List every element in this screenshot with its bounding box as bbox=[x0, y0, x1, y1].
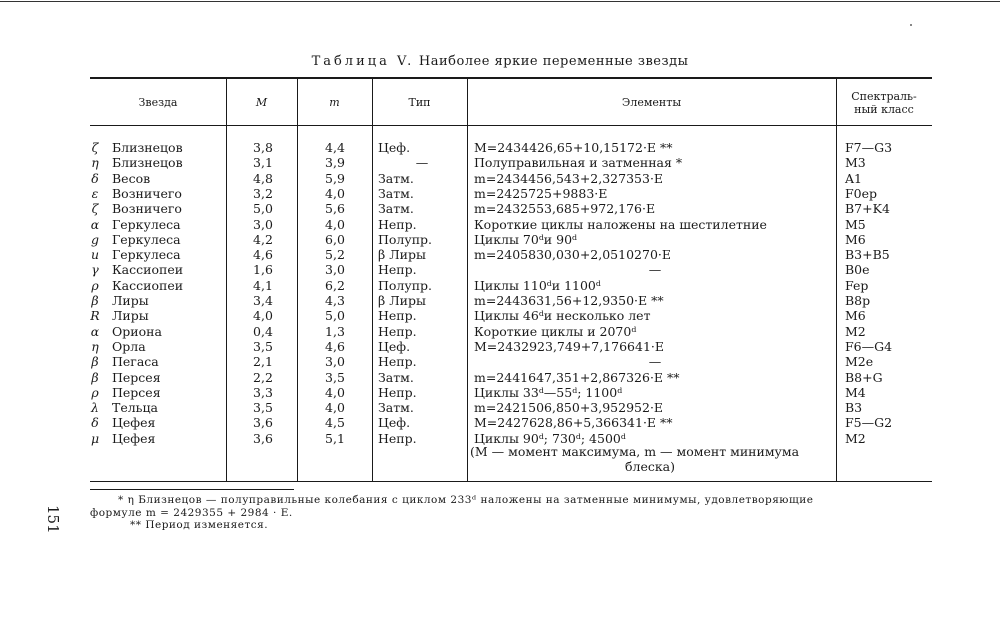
star-constellation: Возничего bbox=[112, 185, 182, 201]
min-magnitude: 4,0 bbox=[325, 400, 345, 416]
table-row bbox=[0, 155, 1000, 170]
elements-note bbox=[470, 444, 830, 474]
star-letter: ζ bbox=[91, 140, 99, 155]
elements: Короткие циклы и 2070ᵈ bbox=[474, 323, 637, 339]
table-row bbox=[0, 171, 1000, 186]
variability-type: Затм. bbox=[378, 170, 414, 186]
variability-type: Затм. bbox=[378, 201, 414, 217]
min-magnitude: 3,0 bbox=[325, 262, 345, 278]
variability-type: — bbox=[415, 155, 429, 171]
header-star: Звезда bbox=[138, 96, 178, 109]
elements: m=2443631,56+12,9350·E ** bbox=[474, 293, 664, 308]
spectral-class: M4 bbox=[845, 384, 866, 400]
min-magnitude: 5,2 bbox=[325, 247, 345, 263]
min-magnitude: 5,0 bbox=[325, 308, 345, 324]
spectral-class: M6 bbox=[845, 308, 866, 324]
spectral-class: M6 bbox=[845, 231, 866, 247]
table-row bbox=[0, 308, 1000, 323]
variability-type: β Лиры bbox=[378, 293, 426, 308]
elements: — bbox=[648, 354, 662, 370]
variability-type: Цеф. bbox=[378, 415, 411, 431]
footnote-1b: формуле m = 2429355 + 2984 · E. bbox=[90, 507, 293, 519]
spectral-class: F5—G2 bbox=[845, 415, 893, 431]
min-magnitude: 5,6 bbox=[325, 201, 345, 217]
max-magnitude: 4,6 bbox=[253, 247, 273, 263]
max-magnitude: 3,3 bbox=[253, 384, 273, 400]
spectral-class: A1 bbox=[845, 170, 862, 186]
elements: Циклы 33ᵈ—55ᵈ; 1100ᵈ bbox=[474, 384, 623, 400]
page-top-edge bbox=[0, 1, 1000, 2]
table-row bbox=[0, 201, 1000, 216]
variability-type: Непр. bbox=[378, 354, 417, 370]
min-magnitude: 3,0 bbox=[325, 354, 345, 370]
star-letter: R bbox=[90, 308, 100, 324]
max-magnitude: 3,2 bbox=[253, 185, 273, 201]
star-letter: β bbox=[91, 369, 99, 385]
max-magnitude: 3,6 bbox=[253, 415, 273, 431]
scan-speck bbox=[910, 24, 912, 26]
elements: Циклы 110ᵈи 1100ᵈ bbox=[474, 277, 601, 293]
header-elements: Элементы bbox=[621, 96, 682, 109]
note-line-1: (M — момент максимума, m — момент минимума bbox=[470, 444, 800, 459]
min-magnitude: 4,3 bbox=[325, 293, 345, 308]
max-magnitude: 5,0 bbox=[253, 201, 273, 217]
table-row bbox=[0, 385, 1000, 400]
table-caption bbox=[0, 54, 1000, 69]
max-magnitude: 3,0 bbox=[253, 216, 273, 232]
min-magnitude: 4,0 bbox=[325, 216, 345, 232]
min-magnitude: 4,0 bbox=[325, 185, 345, 201]
elements: m=2421506,850+3,952952·E bbox=[474, 400, 664, 416]
variability-type: Непр. bbox=[378, 308, 417, 324]
caption-prefix: Таблица V. bbox=[311, 54, 415, 69]
variability-type: Полупр. bbox=[378, 231, 433, 247]
elements: Циклы 46ᵈи несколько лет bbox=[474, 308, 651, 324]
star-constellation: Цефея bbox=[112, 430, 156, 446]
min-magnitude: 5,1 bbox=[325, 430, 345, 446]
max-magnitude: 4,2 bbox=[253, 231, 273, 247]
table-row bbox=[0, 217, 1000, 232]
star-letter: β bbox=[91, 293, 99, 308]
star-constellation: Кассиопеи bbox=[112, 277, 184, 293]
table-row bbox=[0, 415, 1000, 430]
min-magnitude: 6,0 bbox=[325, 231, 345, 247]
elements: m=2425725+9883·E bbox=[474, 185, 608, 201]
table-row bbox=[0, 339, 1000, 354]
min-magnitude: 4,5 bbox=[325, 415, 345, 431]
table-row bbox=[0, 293, 1000, 308]
star-constellation: Геркулеса bbox=[112, 247, 181, 263]
star-constellation: Геркулеса bbox=[112, 231, 181, 247]
max-magnitude: 3,8 bbox=[253, 140, 273, 155]
star-constellation: Орла bbox=[112, 338, 146, 354]
min-magnitude: 3,5 bbox=[325, 369, 345, 385]
min-magnitude: 3,9 bbox=[325, 155, 345, 171]
star-letter: μ bbox=[90, 430, 100, 446]
elements: Полуправильная и затменная * bbox=[474, 155, 683, 171]
elements: m=2432553,685+972,176·E bbox=[474, 201, 656, 217]
star-letter: δ bbox=[91, 415, 99, 431]
variability-type: Затм. bbox=[378, 400, 414, 416]
star-letter: ρ bbox=[91, 277, 99, 293]
star-letter: δ bbox=[91, 170, 99, 186]
variability-type: Цеф. bbox=[378, 140, 411, 155]
footnote-rule bbox=[90, 489, 294, 490]
star-constellation: Лиры bbox=[112, 293, 149, 308]
variability-type: Непр. bbox=[378, 384, 417, 400]
spectral-class: Fep bbox=[845, 277, 869, 293]
star-constellation: Персея bbox=[112, 369, 161, 385]
max-magnitude: 4,1 bbox=[253, 277, 273, 293]
star-letter: β bbox=[91, 354, 99, 370]
elements: — bbox=[648, 262, 662, 278]
spectral-class: B3+B5 bbox=[845, 247, 890, 263]
spectral-class: M2e bbox=[845, 354, 874, 370]
variability-type: Затм. bbox=[378, 369, 414, 385]
spectral-class: M2 bbox=[845, 430, 866, 446]
min-magnitude: 6,2 bbox=[325, 277, 345, 293]
elements: m=2405830,030+2,0510270·E bbox=[474, 247, 671, 263]
max-magnitude: 0,4 bbox=[253, 323, 273, 339]
star-letter: γ bbox=[91, 262, 99, 278]
star-constellation: Цефея bbox=[112, 415, 156, 431]
variability-type: β Лиры bbox=[378, 247, 426, 263]
max-magnitude: 2,1 bbox=[253, 354, 273, 370]
variability-type: Полупр. bbox=[378, 277, 433, 293]
elements: M=2432923,749+7,176641·E bbox=[474, 338, 664, 354]
table-row bbox=[0, 186, 1000, 201]
star-letter: u bbox=[90, 247, 100, 263]
table-row bbox=[0, 370, 1000, 385]
spectral-class: M3 bbox=[845, 155, 866, 171]
table-bottom-rule bbox=[90, 481, 932, 482]
footnote-2: ** Период изменяется. bbox=[130, 519, 269, 531]
header-max-magnitude: M bbox=[255, 96, 268, 109]
table-row bbox=[0, 232, 1000, 247]
elements: Циклы 90ᵈ; 730ᵈ; 4500ᵈ bbox=[474, 430, 626, 446]
max-magnitude: 3,5 bbox=[253, 400, 273, 416]
variability-type: Непр. bbox=[378, 262, 417, 278]
star-constellation: Тельца bbox=[112, 400, 158, 416]
star-letter: α bbox=[90, 323, 100, 339]
spectral-class: B3 bbox=[845, 400, 863, 416]
star-constellation: Кассиопеи bbox=[112, 262, 184, 278]
table-row bbox=[0, 247, 1000, 262]
star-constellation: Лиры bbox=[112, 308, 149, 324]
star-constellation: Весов bbox=[112, 170, 151, 186]
page-number: 151 bbox=[44, 505, 62, 534]
star-constellation: Персея bbox=[112, 384, 161, 400]
star-letter: ζ bbox=[91, 201, 99, 217]
star-letter: g bbox=[90, 231, 99, 247]
variability-type: Затм. bbox=[378, 185, 414, 201]
star-constellation: Близнецов bbox=[112, 155, 183, 171]
spectral-class: F0ep bbox=[845, 185, 878, 201]
elements: m=2434456,543+2,327353·E bbox=[474, 170, 664, 186]
min-magnitude: 5,9 bbox=[325, 170, 345, 186]
max-magnitude: 1,6 bbox=[253, 262, 273, 278]
table-header-rule bbox=[90, 125, 932, 126]
max-magnitude: 2,2 bbox=[253, 369, 273, 385]
star-letter: η bbox=[91, 338, 99, 354]
spectral-class: M2 bbox=[845, 323, 866, 339]
header-spectral-class: Спектраль- ный класс bbox=[851, 90, 917, 116]
spectral-class: F6—G4 bbox=[845, 338, 893, 354]
spectral-class: B8+G bbox=[845, 369, 883, 385]
variability-type: Непр. bbox=[378, 430, 417, 446]
table-row bbox=[0, 400, 1000, 415]
max-magnitude: 4,0 bbox=[253, 308, 273, 324]
star-constellation: Ориона bbox=[112, 323, 162, 339]
star-letter: α bbox=[90, 216, 100, 232]
variability-type: Непр. bbox=[378, 323, 417, 339]
header-min-magnitude: m bbox=[329, 96, 340, 109]
min-magnitude: 4,0 bbox=[325, 384, 345, 400]
min-magnitude: 1,3 bbox=[325, 323, 345, 339]
footnote-1a: * η Близнецов — полуправильные колебания с циклом 233ᵈ наложены на затменные минимумы, удовлетворяющие bbox=[118, 494, 814, 506]
max-magnitude: 3,1 bbox=[253, 155, 273, 171]
table-row bbox=[0, 278, 1000, 293]
max-magnitude: 4,8 bbox=[253, 170, 273, 186]
spectral-class: B7+K4 bbox=[845, 201, 890, 217]
star-constellation: Близнецов bbox=[112, 140, 183, 155]
caption-title: Наиболее яркие переменные звезды bbox=[418, 54, 689, 69]
star-letter: ε bbox=[91, 185, 99, 201]
elements: M=2427628,86+5,366341·E ** bbox=[474, 415, 673, 431]
elements: Циклы 70ᵈи 90ᵈ bbox=[474, 231, 578, 247]
elements: m=2441647,351+2,867326·E ** bbox=[474, 369, 680, 385]
star-letter: η bbox=[91, 155, 99, 171]
min-magnitude: 4,4 bbox=[325, 140, 345, 155]
table-row bbox=[0, 140, 1000, 155]
header-type: Тип bbox=[408, 96, 431, 109]
spectral-class: M5 bbox=[845, 216, 866, 232]
variability-type: Цеф. bbox=[378, 338, 411, 354]
star-constellation: Геркулеса bbox=[112, 216, 181, 232]
spectral-class: B8p bbox=[845, 293, 871, 308]
min-magnitude: 4,6 bbox=[325, 338, 345, 354]
table-row bbox=[0, 324, 1000, 339]
spectral-class: B0e bbox=[845, 262, 870, 278]
table-row bbox=[0, 354, 1000, 369]
star-letter: λ bbox=[91, 400, 99, 416]
max-magnitude: 3,5 bbox=[253, 338, 273, 354]
max-magnitude: 3,4 bbox=[253, 293, 273, 308]
elements: Короткие циклы наложены на шестилетние bbox=[474, 216, 767, 232]
variability-type: Непр. bbox=[378, 216, 417, 232]
table-top-rule bbox=[90, 77, 932, 79]
spectral-class: F7—G3 bbox=[845, 140, 893, 155]
star-constellation: Пегаса bbox=[112, 354, 159, 370]
max-magnitude: 3,6 bbox=[253, 430, 273, 446]
table-row bbox=[0, 262, 1000, 277]
star-constellation: Возничего bbox=[112, 201, 182, 217]
note-line-2: блеска) bbox=[624, 459, 675, 474]
elements: M=2434426,65+10,15172·E ** bbox=[474, 140, 673, 155]
star-letter: ρ bbox=[91, 384, 99, 400]
